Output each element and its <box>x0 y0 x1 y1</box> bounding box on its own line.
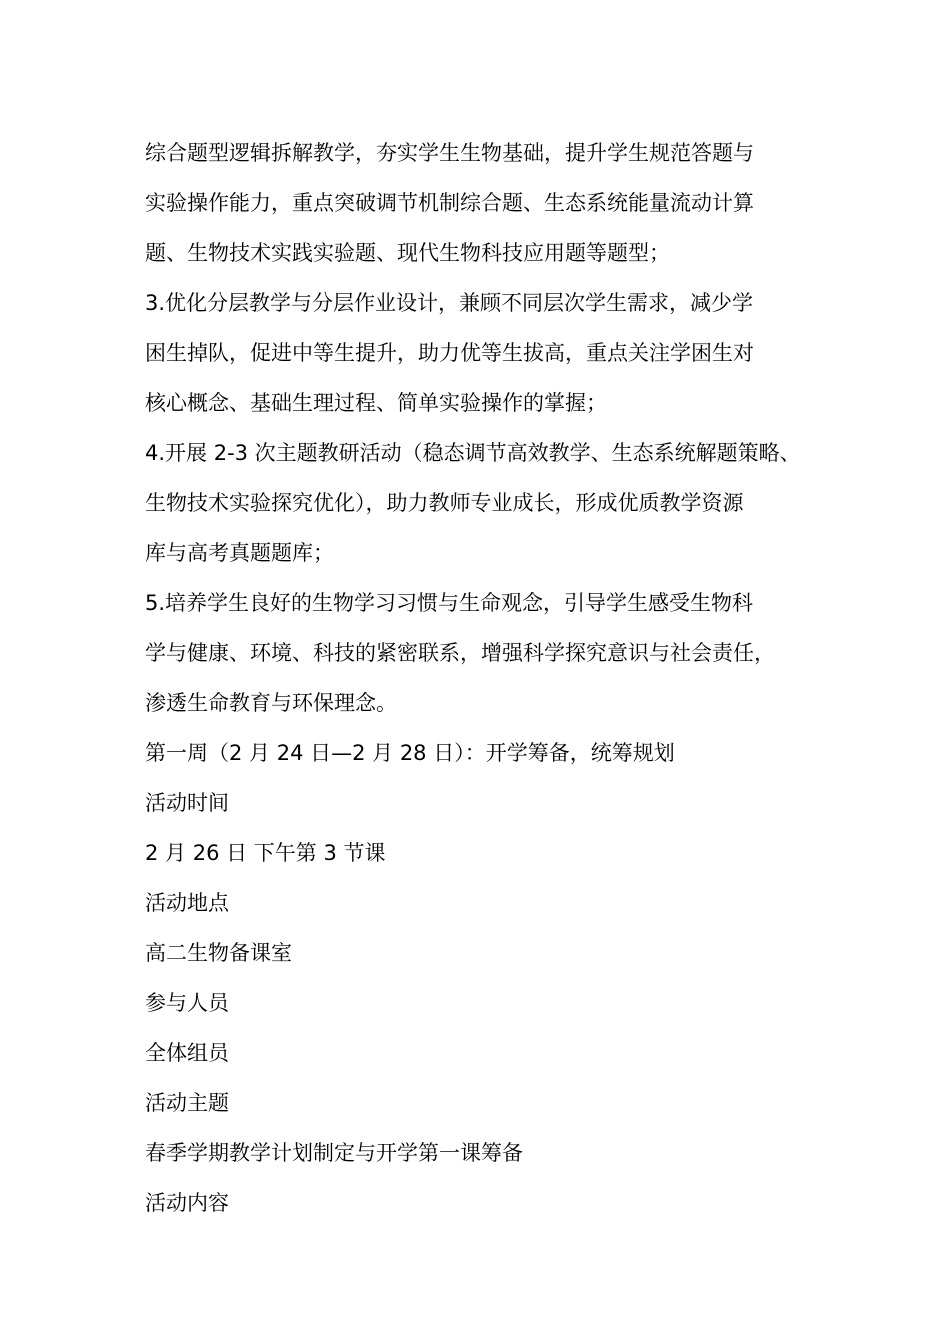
paragraph-line: 困生掉队，促进中等生提升，助力优等生拔高，重点关注学困生对 <box>145 341 754 365</box>
week-heading: 第一周（2 月 24 日—2 月 28 日）：开学筹备，统筹规划 <box>145 741 675 765</box>
field-value-location: 高二生物备课室 <box>145 941 292 965</box>
field-label-location: 活动地点 <box>145 891 229 915</box>
paragraph-line: 综合题型逻辑拆解教学，夯实学生生物基础，提升学生规范答题与 <box>145 141 754 165</box>
field-value-theme: 春季学期教学计划制定与开学第一课筹备 <box>145 1141 523 1165</box>
paragraph-line: 4.开展 2-3 次主题教研活动（稳态调节高效教学、生态系统解题策略、 <box>145 441 801 465</box>
field-value-participants: 全体组员 <box>145 1041 229 1065</box>
field-label-time: 活动时间 <box>145 791 229 815</box>
paragraph-line: 库与高考真题题库； <box>145 541 334 565</box>
field-label-theme: 活动主题 <box>145 1091 229 1115</box>
paragraph-line: 学与健康、环境、科技的紧密联系，增强科学探究意识与社会责任， <box>145 641 775 665</box>
field-label-participants: 参与人员 <box>145 991 229 1015</box>
field-label-content: 活动内容 <box>145 1191 229 1215</box>
paragraph-line: 实验操作能力，重点突破调节机制综合题、生态系统能量流动计算 <box>145 191 754 215</box>
document-body <box>145 128 825 1228</box>
paragraph-line: 渗透生命教育与环保理念。 <box>145 691 397 715</box>
paragraph-line: 生物技术实验探究优化），助力教师专业成长，形成优质教学资源 <box>145 491 744 515</box>
paragraph-line: 核心概念、基础生理过程、简单实验操作的掌握； <box>145 391 607 415</box>
paragraph-line: 题、生物技术实践实验题、现代生物科技应用题等题型； <box>145 241 670 265</box>
paragraph-line: 3.优化分层教学与分层作业设计，兼顾不同层次学生需求，减少学 <box>145 291 754 315</box>
paragraph-line: 5.培养学生良好的生物学习习惯与生命观念，引导学生感受生物科 <box>145 591 754 615</box>
field-value-time: 2 月 26 日 下午第 3 节课 <box>145 841 386 865</box>
